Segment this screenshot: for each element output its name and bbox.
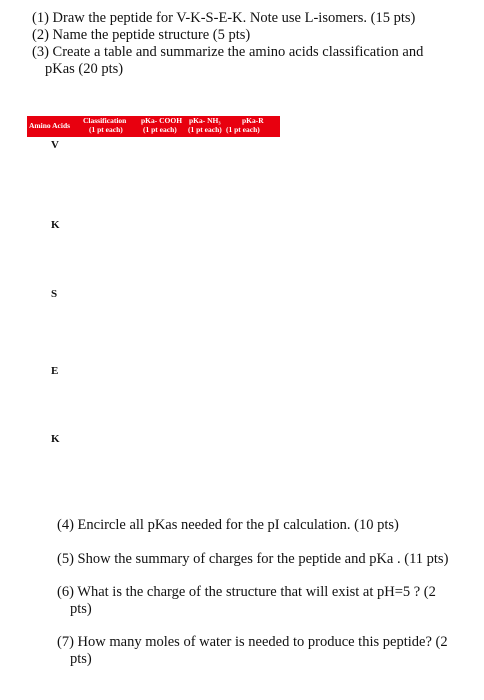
question-2: (2) Name the peptide structure (5 pts) (32, 27, 251, 43)
header-classification: Classification (83, 116, 127, 125)
amino-acid-row-label: S (51, 288, 58, 300)
question-5: (5) Show the summary of charges for the peptide and pKa . (11 pts) (57, 551, 449, 567)
header-pka-nh3: pKa- NH₃ (189, 116, 221, 125)
question-6-line-1: (6) What is the charge of the structure that will exist at pH=5 ? (2 (57, 584, 436, 600)
header-amino-acids: Amino Acids (29, 121, 71, 130)
header-pka-nh3-points: (1 pt each) (188, 125, 222, 134)
question-7-line-2: pts) (70, 651, 92, 667)
header-pka-r: pKa-R (242, 116, 264, 125)
question-3-line-2: pKas (20 pts) (45, 61, 124, 77)
header-pka-cooh: pKa- COOH (141, 116, 183, 125)
header-classification-points: (1 pt each) (89, 125, 123, 134)
question-7-line-1: (7) How many moles of water is needed to produce this peptide? (2 (57, 634, 448, 650)
header-pka-r-points: (1 pt each) (226, 125, 260, 134)
question-1: (1) Draw the peptide for V-K-S-E-K. Note use L-isomers. (15 pts) (32, 10, 416, 26)
amino-acid-row-label: K (51, 219, 60, 231)
question-3-line-1: (3) Create a table and summarize the amino acids classification and (32, 44, 424, 60)
question-6 (57, 584, 462, 618)
table-header (27, 116, 280, 137)
question-3 (32, 44, 462, 78)
amino-acid-row-label: K (51, 433, 60, 445)
question-7 (57, 634, 462, 668)
header-pka-cooh-points: (1 pt each) (143, 125, 177, 134)
amino-acid-row-label: E (51, 365, 59, 377)
question-4: (4) Encircle all pKas needed for the pI calculation. (10 pts) (57, 517, 399, 533)
amino-acid-row-label: V (51, 139, 59, 151)
question-6-line-2: pts) (70, 601, 92, 617)
